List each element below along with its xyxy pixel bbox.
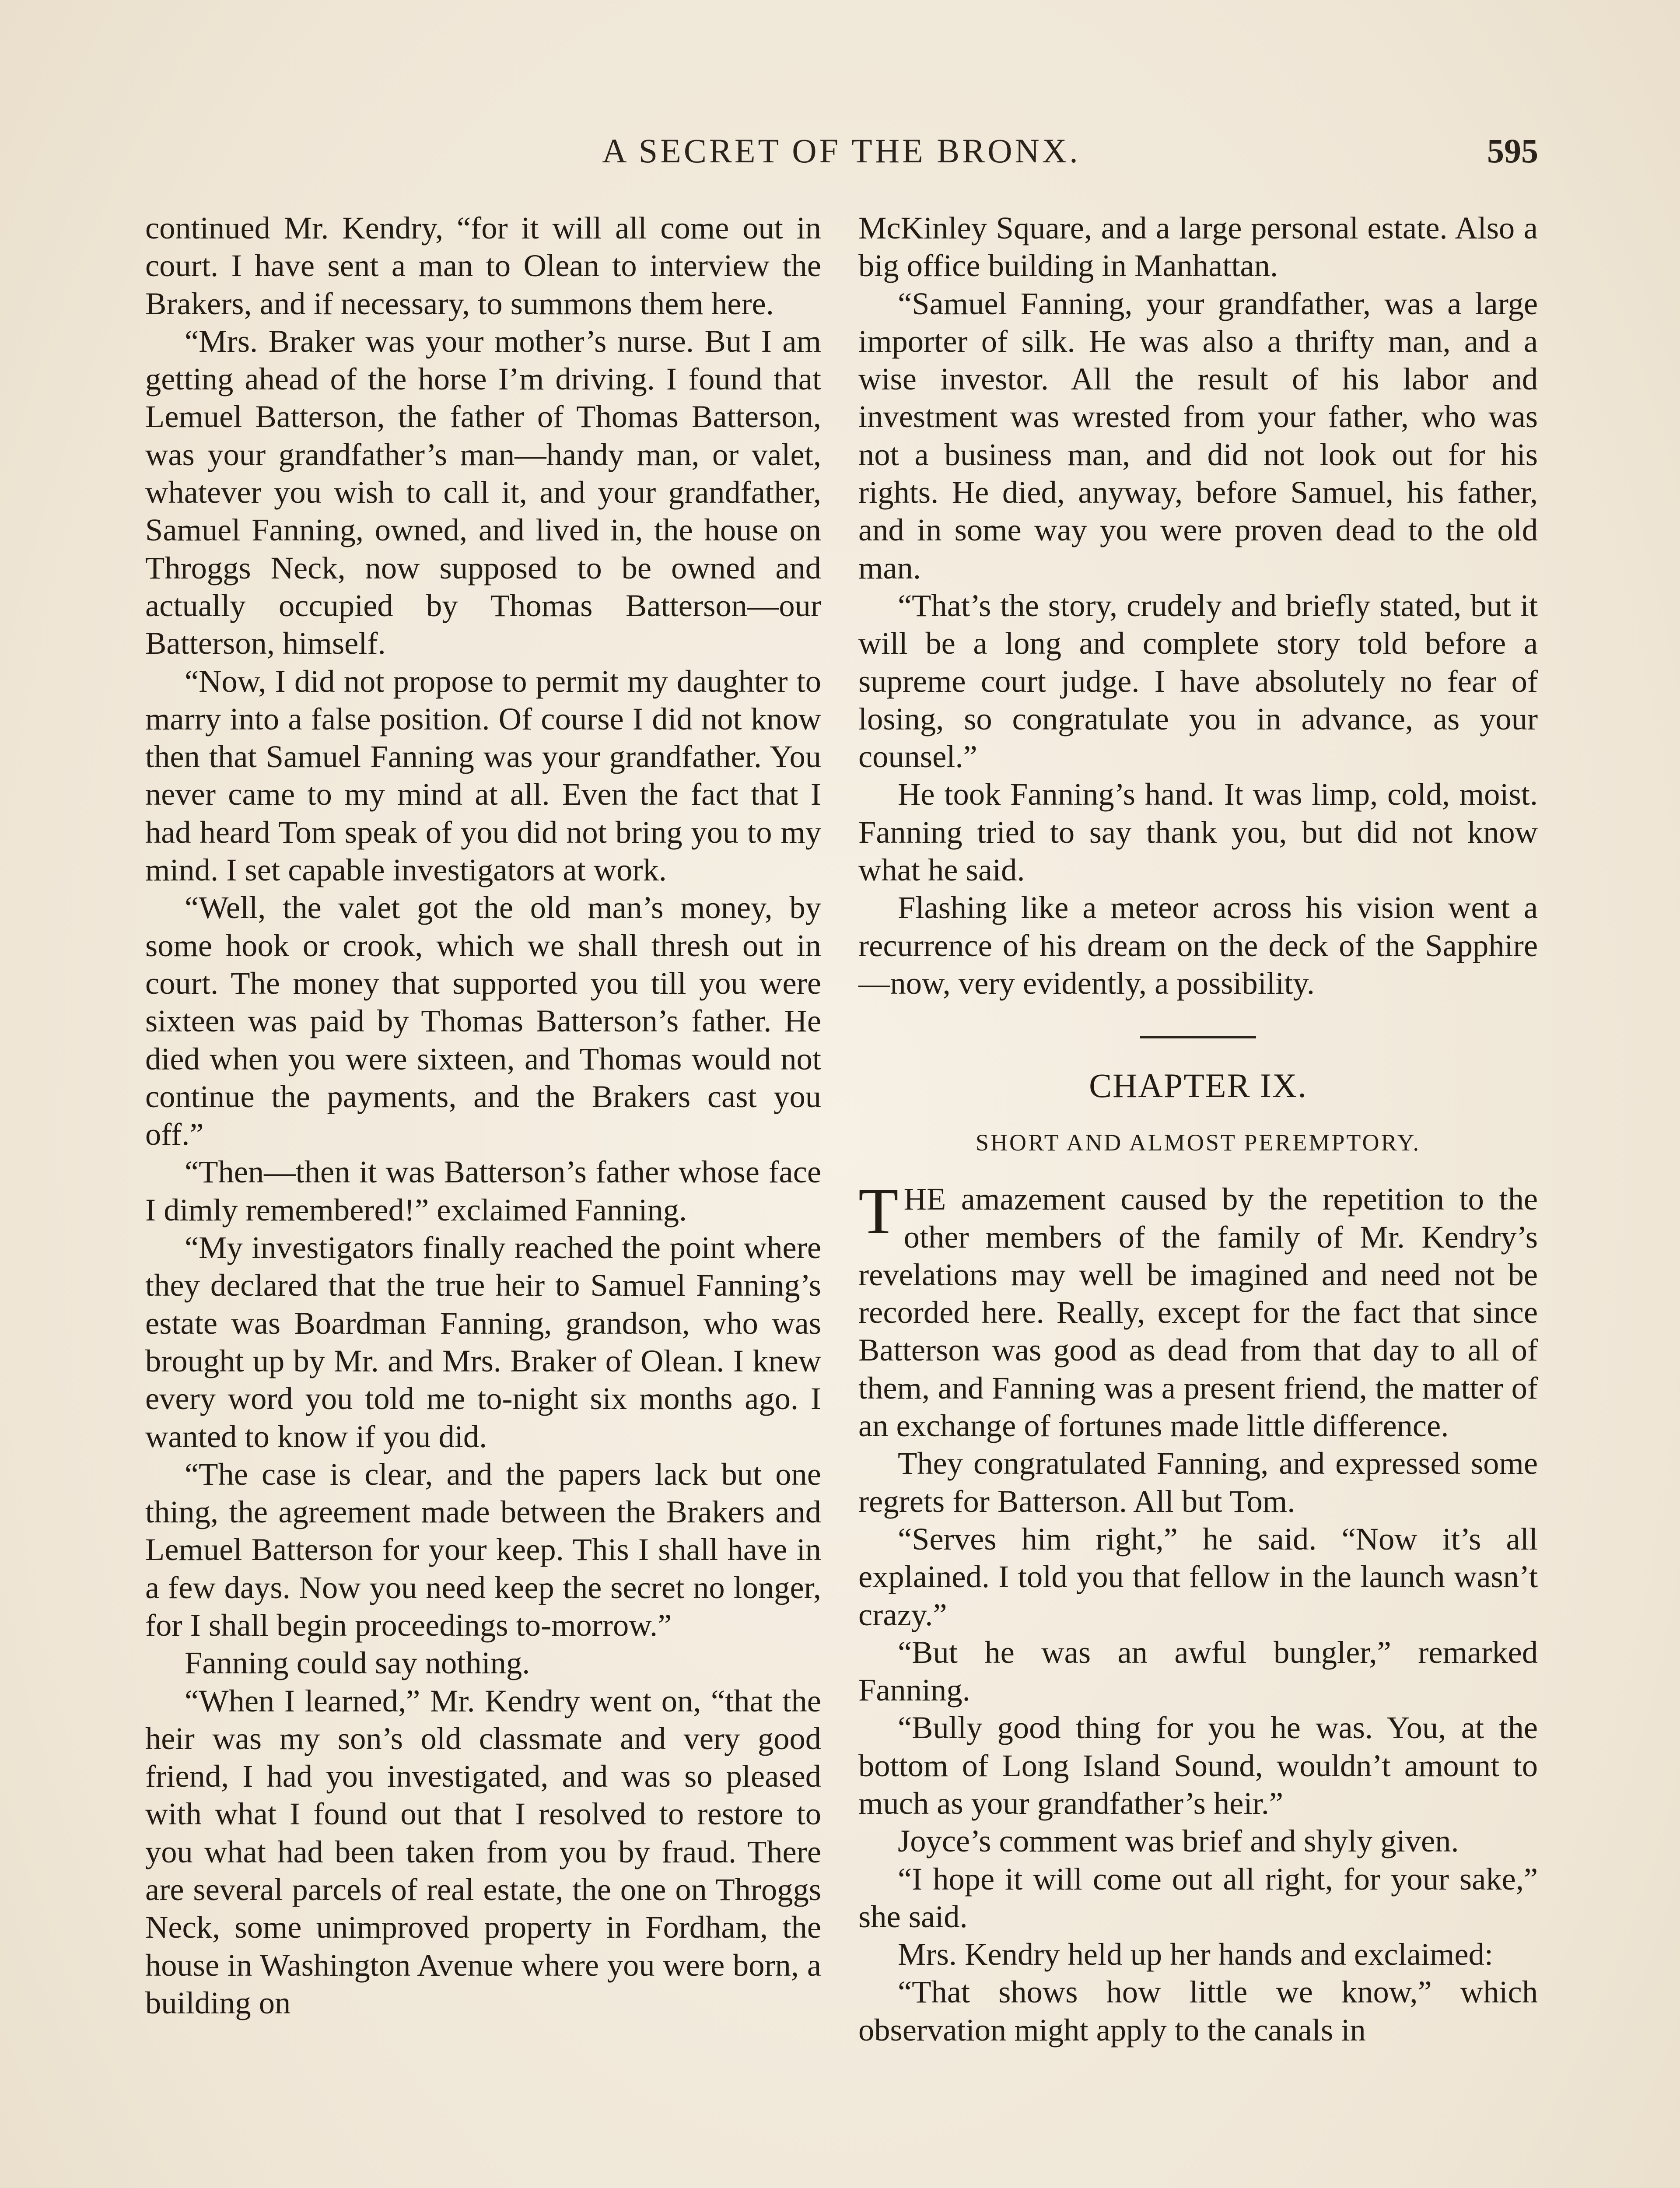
paragraph: Mrs. Kendry held up her hands and exclaimed: [898,1936,1494,1972]
drop-cap: T [858,1175,899,1248]
paragraph: Joyce’s comment was brief and shyly given. [898,1823,1459,1859]
paragraph: “That’s the story, crudely and briefly stated, but it will be a long and complete story told before a supreme court judge. I have absolutely no fear of losing, so congratulate you in advance, as your counsel.” [858,587,1538,775]
paragraph: continued Mr. Kendry, “for it will all come out in court. I have sent a man to Olean to interview the Brakers, and if necessary, to summons them here. [145,210,821,321]
running-title: A SECRET OF THE BRONX. [602,132,1081,170]
paragraph: “Serves him right,” he said. “Now it’s all explained. I told you that fellow in the launch wasn’t crazy.” [858,1521,1538,1632]
left-column [145,209,821,2022]
paragraph: “Bully good thing for you he was. You, at the bottom of Long Island Sound, wouldn’t amount to much as your grandfather’s heir.” [858,1710,1538,1821]
paragraph: McKinley Square, and a large personal estate. Also a big office building in Manhattan. [858,210,1538,284]
paragraph: “Mrs. Braker was your mother’s nurse. But I am getting ahead of the horse I’m driving. I found that Lemuel Batterson, the father of Thomas Batterson, was your grandfather’s man—handy man, or valet, whatever you wish to call it, and your grandfather, Samuel Fanning, owned, and lived in, the house on Throggs Neck, now supposed to be owned and actually occupied by Thomas Batterson—our Batterson, himself. [145,323,821,661]
paragraph: “I hope it will come out all right, for your sake,” she said. [858,1861,1538,1934]
chapter-title: CHAPTER IX. [1089,1066,1307,1105]
paragraph: “When I learned,” Mr. Kendry went on, “that the heir was my son’s old classmate and very good friend, I had you investigated, and was so pleased with what I found out that I resolved to restore to you what had been taken from you by fraud. There are several parcels of real estate, the one on Throggs Neck, some unimproved property in Fordham, the house in Washington Avenue where you were born, a building on [145,1683,821,2020]
paragraph: Flashing like a meteor across his vision went a recurrence of his dream on the deck of the Sapphire—now, very evidently, a possibility. [858,890,1538,1001]
paragraph: He took Fanning’s hand. It was limp, cold, moist. Fanning tried to say thank you, but did not know what he said. [858,776,1538,888]
paragraph: “That shows how little we know,” which observation might apply to the canals in [858,1974,1538,2048]
page-number: 595 [1487,132,1538,170]
chapter-subtitle: SHORT AND ALMOST PEREMPTORY. [975,1129,1421,1156]
right-column [858,209,1538,2049]
opening-text: HE amazement caused by the repetition to the other members of the family of Mr. Kendry’s revelations may well be imagined and need not be recorded here. Really, except for the fact that since Batterson was good as dead from that day to all of them, and Fanning was a present friend, the matter of an exchange of fortunes made little difference. [858,1181,1538,1444]
paragraph: “But he was an awful bungler,” remarked Fanning. [858,1634,1538,1708]
paragraph: Fanning could say nothing. [185,1645,530,1681]
paragraph: “The case is clear, and the papers lack but one thing, the agreement made between the Brakers and Lemuel Batterson for your keep. This I shall have in a few days. Now you need keep the secret no longer, for I shall begin proceedings to-morrow.” [145,1456,821,1643]
paragraph: “Samuel Fanning, your grandfather, was a large importer of silk. He was also a thrifty man, and a wise investor. All the result of his labor and investment was wrested from your father, who was not a business man, and did not look out for his rights. He died, anyway, before Samuel, his father, and in some way you were proven dead to the old man. [858,285,1538,586]
page-header [144,131,1538,179]
paragraph: “Now, I did not propose to permit my daughter to marry into a false position. Of course I did not know then that Samuel Fanning was your grandfather. You never came to my mind at all. Even the fact that I had heard Tom speak of you did not bring you to my mind. I set capable investigators at work. [145,663,821,888]
paragraph: They congratulated Fanning, and expressed some regrets for Batterson. All but Tom. [858,1445,1538,1519]
section-divider [1140,1036,1256,1038]
paragraph: “Well, the valet got the old man’s money, by some hook or crook, which we shall thresh out in court. The money that supported you till you were sixteen was paid by Thomas Batterson’s father. He died when you were sixteen, and Thomas would not continue the payments, and the Brakers cast you off.” [145,890,821,1152]
chapter-opening-paragraph [858,1175,1538,1445]
paragraph: “Then—then it was Batterson’s father whose face I dimly remembered!” exclaimed Fanning. [145,1154,821,1227]
paragraph: “My investigators finally reached the point where they declared that the true heir to Samuel Fanning’s estate was Boardman Fanning, grandson, who was brought up by Mr. and Mrs. Braker of Olean. I knew every word you told me to-night six months ago. I wanted to know if you did. [145,1230,821,1454]
